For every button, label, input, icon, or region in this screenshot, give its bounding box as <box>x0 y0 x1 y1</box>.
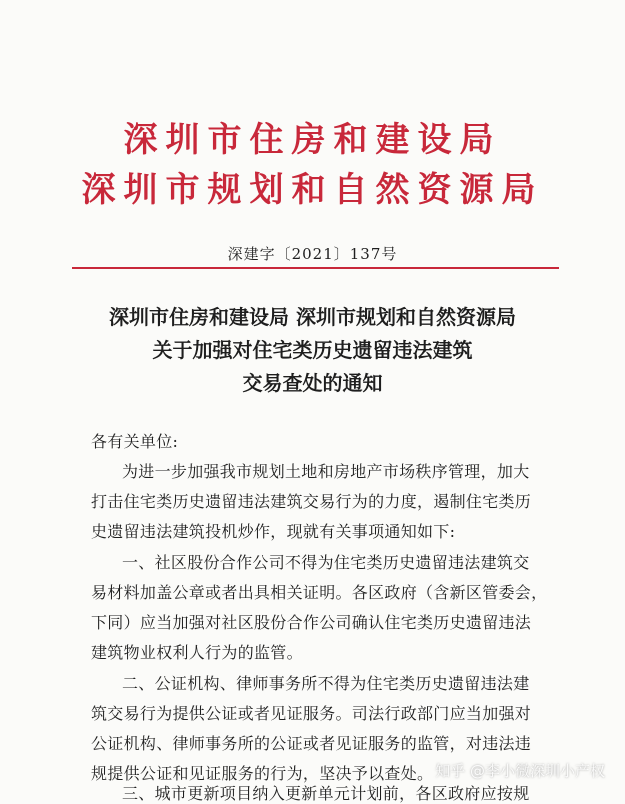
body-line-6: 下同）应当加强对社区股份合作公司确认住宅类历史遗留违法 <box>91 613 532 632</box>
body-line-7: 建筑物业权利人行为的监管。 <box>91 643 303 662</box>
salutation: 各有关单位: <box>91 432 179 451</box>
body-line-10: 公证机构、律师事务所的公证或者见证服务的监管，对违法违 <box>91 734 532 753</box>
body-line-8: 二、公证机构、律师事务所不得为住宅类历史遗留违法建 <box>122 674 530 693</box>
body-line-11: 规提供公证和见证服务的行为，坚决予以查处。 <box>91 764 434 783</box>
watermark: 知乎 @李小微深圳小产权 <box>435 762 605 780</box>
issuing-authority-2: 深圳市规划和自然资源局 <box>81 170 544 210</box>
document-title-line-2: 关于加强对住宅类历史遗留违法建筑 <box>152 338 473 362</box>
body-line-2: 打击住宅类历史遗留违法建筑交易行为的力度，遏制住宅类历 <box>91 492 532 511</box>
document-title-line-1: 深圳市住房和建设局 深圳市规划和自然资源局 <box>109 305 516 329</box>
body-line-1: 为进一步加强我市规划土地和房地产市场秩序管理，加大 <box>122 462 530 481</box>
body-line-3: 史遗留违法建筑投机炒作，现就有关事项通知如下: <box>91 522 456 541</box>
document-title-line-3: 交易查处的通知 <box>242 371 383 395</box>
body-line-5: 易材料加盖公章或者出具相关证明。各区政府（含新区管委会， <box>91 583 548 602</box>
body-line-4: 一、社区股份合作公司不得为住宅类历史遗留违法建筑交 <box>122 553 530 572</box>
body-line-9: 筑交易行为提供公证或者见证服务。司法行政部门应当加强对 <box>91 704 532 723</box>
document-number: 深建字〔2021〕137号 <box>227 245 398 263</box>
body-line-12: 三、城市更新项目纳入更新单元计划前，各区政府应按规 <box>122 784 530 803</box>
issuing-authority-1: 深圳市住房和建设局 <box>123 120 502 160</box>
red-divider-line <box>72 267 559 269</box>
